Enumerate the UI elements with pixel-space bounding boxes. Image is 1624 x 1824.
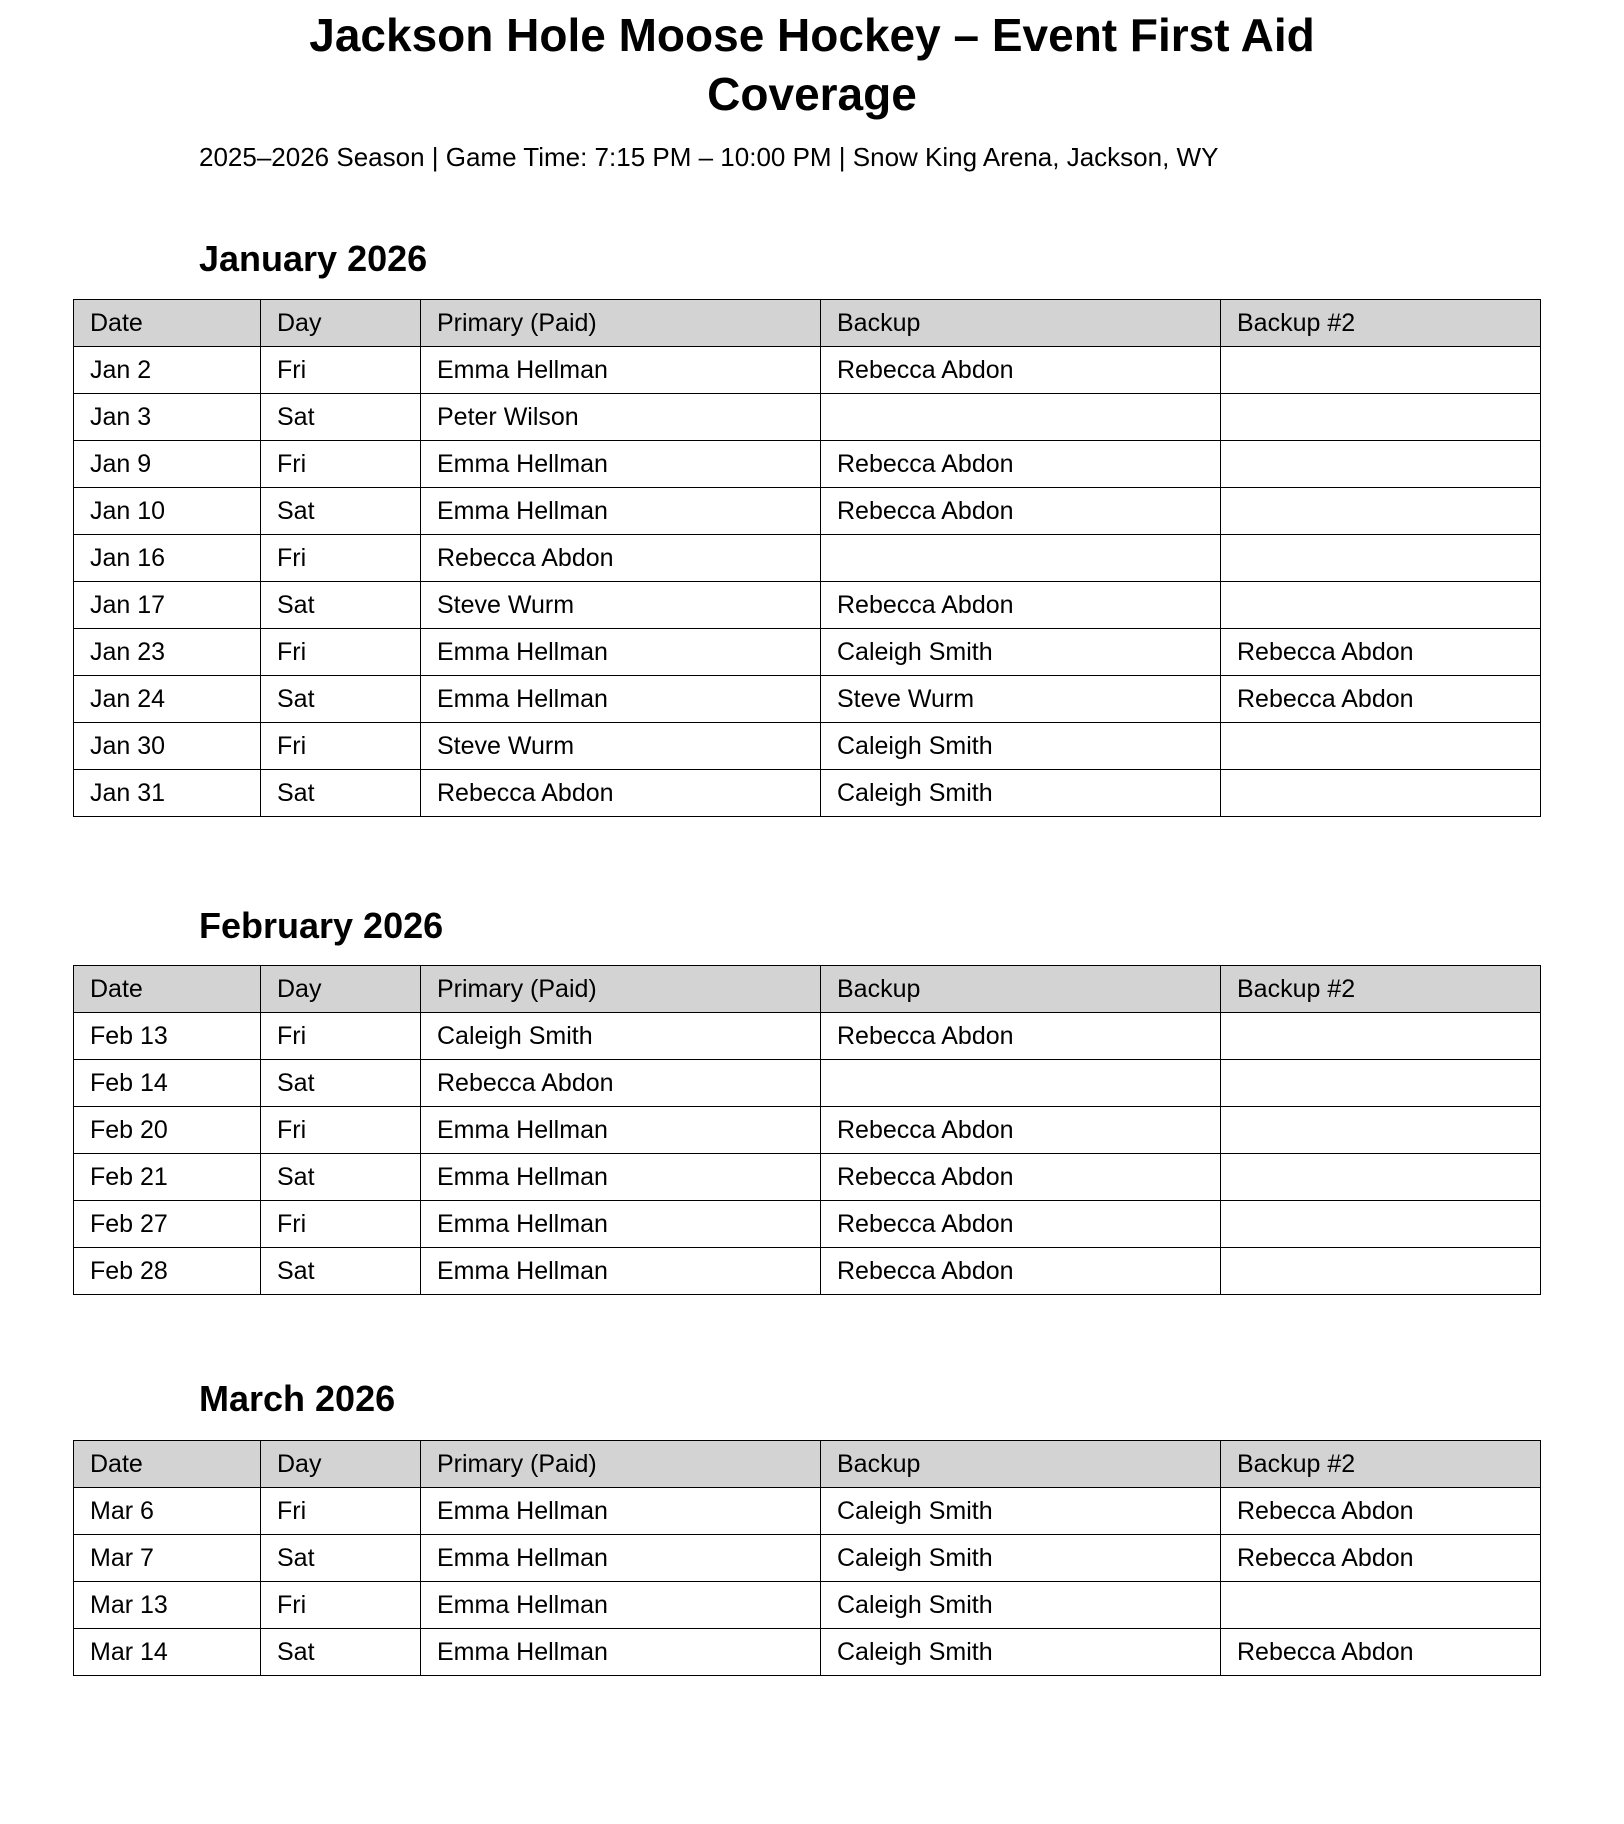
table-cell: Rebecca Abdon: [821, 1201, 1221, 1248]
column-header: Backup #2: [1221, 1441, 1541, 1488]
page-subtitle: 2025–2026 Season | Game Time: 7:15 PM – 10:00 PM | Snow King Arena, Jackson, WY: [199, 142, 1219, 172]
table-cell: [1221, 1201, 1541, 1248]
table-cell: Rebecca Abdon: [821, 1154, 1221, 1201]
table-cell: Fri: [261, 441, 421, 488]
table-cell: [1221, 488, 1541, 535]
month-heading: March 2026: [199, 1378, 396, 1419]
table-row: [74, 394, 1541, 441]
table-cell: [821, 394, 1221, 441]
table-cell: Feb 13: [74, 1013, 261, 1060]
table-row: [74, 1535, 1541, 1582]
month-heading: February 2026: [199, 905, 444, 946]
table-row: [74, 629, 1541, 676]
column-header: Backup #2: [1221, 300, 1541, 347]
table-cell: Jan 2: [74, 347, 261, 394]
table-cell: Rebecca Abdon: [821, 1107, 1221, 1154]
table-row: [74, 441, 1541, 488]
table-cell: Sat: [261, 1535, 421, 1582]
table-cell: [1221, 1013, 1541, 1060]
table-cell: Jan 31: [74, 770, 261, 817]
table-cell: Rebecca Abdon: [1221, 629, 1541, 676]
table-row: [74, 1060, 1541, 1107]
table-cell: Fri: [261, 1013, 421, 1060]
column-header: Backup: [821, 300, 1221, 347]
table-row: [74, 347, 1541, 394]
table-cell: [821, 535, 1221, 582]
table-cell: Caleigh Smith: [821, 1535, 1221, 1582]
table-cell: [1221, 347, 1541, 394]
table-cell: [1221, 582, 1541, 629]
table-cell: Feb 21: [74, 1154, 261, 1201]
table-cell: Jan 16: [74, 535, 261, 582]
table-cell: Emma Hellman: [421, 1107, 821, 1154]
table-cell: Rebecca Abdon: [421, 1060, 821, 1107]
table-cell: Jan 30: [74, 723, 261, 770]
table-cell: Fri: [261, 1582, 421, 1629]
table-cell: Sat: [261, 488, 421, 535]
table-cell: [1221, 535, 1541, 582]
table-cell: Fri: [261, 629, 421, 676]
table-cell: Caleigh Smith: [821, 1582, 1221, 1629]
table-cell: Rebecca Abdon: [1221, 676, 1541, 723]
table-cell: Rebecca Abdon: [421, 535, 821, 582]
table-cell: Emma Hellman: [421, 1488, 821, 1535]
table-cell: Sat: [261, 1629, 421, 1676]
table-row: [74, 676, 1541, 723]
table-cell: Sat: [261, 1248, 421, 1295]
table-cell: Fri: [261, 535, 421, 582]
table-cell: Emma Hellman: [421, 1582, 821, 1629]
schedule-table: [73, 299, 1541, 817]
table-cell: Jan 23: [74, 629, 261, 676]
table-cell: Mar 6: [74, 1488, 261, 1535]
column-header: Backup #2: [1221, 966, 1541, 1013]
table-header-row: [74, 966, 1541, 1013]
table-cell: Rebecca Abdon: [821, 441, 1221, 488]
table-row: [74, 488, 1541, 535]
table-cell: Emma Hellman: [421, 1154, 821, 1201]
table-row: [74, 723, 1541, 770]
table-cell: Emma Hellman: [421, 629, 821, 676]
table-cell: Fri: [261, 1201, 421, 1248]
table-cell: Fri: [261, 723, 421, 770]
table-cell: Jan 3: [74, 394, 261, 441]
table-cell: Caleigh Smith: [821, 1488, 1221, 1535]
table-row: [74, 1013, 1541, 1060]
column-header: Date: [74, 1441, 261, 1488]
table-cell: Emma Hellman: [421, 1535, 821, 1582]
table-cell: Feb 14: [74, 1060, 261, 1107]
table-cell: Steve Wurm: [421, 582, 821, 629]
table-cell: Rebecca Abdon: [1221, 1488, 1541, 1535]
table-cell: [1221, 1582, 1541, 1629]
table-cell: [821, 1060, 1221, 1107]
table-cell: Emma Hellman: [421, 1629, 821, 1676]
column-header: Day: [261, 300, 421, 347]
schedule-table: [73, 1440, 1541, 1676]
column-header: Day: [261, 966, 421, 1013]
table-cell: Rebecca Abdon: [821, 1013, 1221, 1060]
table-cell: [1221, 770, 1541, 817]
table-row: [74, 1248, 1541, 1295]
table-cell: Mar 7: [74, 1535, 261, 1582]
table-row: [74, 1488, 1541, 1535]
table-cell: Rebecca Abdon: [821, 347, 1221, 394]
column-header: Day: [261, 1441, 421, 1488]
table-cell: [1221, 394, 1541, 441]
table-row: [74, 770, 1541, 817]
table-cell: Caleigh Smith: [821, 1629, 1221, 1676]
column-header: Primary (Paid): [421, 1441, 821, 1488]
table-cell: Fri: [261, 1107, 421, 1154]
table-cell: Feb 28: [74, 1248, 261, 1295]
table-cell: Feb 27: [74, 1201, 261, 1248]
column-header: Primary (Paid): [421, 300, 821, 347]
table-cell: Rebecca Abdon: [1221, 1535, 1541, 1582]
column-header: Date: [74, 300, 261, 347]
table-cell: Emma Hellman: [421, 1248, 821, 1295]
column-header: Backup: [821, 966, 1221, 1013]
table-cell: Caleigh Smith: [421, 1013, 821, 1060]
table-cell: Caleigh Smith: [821, 723, 1221, 770]
table-row: [74, 1629, 1541, 1676]
table-cell: Emma Hellman: [421, 488, 821, 535]
table-cell: Jan 9: [74, 441, 261, 488]
table-cell: Sat: [261, 1060, 421, 1107]
table-cell: [1221, 1060, 1541, 1107]
column-header: Primary (Paid): [421, 966, 821, 1013]
table-row: [74, 1107, 1541, 1154]
table-cell: Fri: [261, 1488, 421, 1535]
table-cell: Rebecca Abdon: [821, 582, 1221, 629]
table-cell: Caleigh Smith: [821, 629, 1221, 676]
table-cell: Rebecca Abdon: [1221, 1629, 1541, 1676]
table-cell: [1221, 1107, 1541, 1154]
table-cell: Rebecca Abdon: [421, 770, 821, 817]
table-cell: Emma Hellman: [421, 347, 821, 394]
page-title: Jackson Hole Moose Hockey – Event First Aid Coverage: [309, 9, 1315, 120]
table-cell: [1221, 1248, 1541, 1295]
table-cell: Steve Wurm: [421, 723, 821, 770]
table-cell: Emma Hellman: [421, 1201, 821, 1248]
table-cell: Peter Wilson: [421, 394, 821, 441]
table-cell: Fri: [261, 347, 421, 394]
table-cell: Rebecca Abdon: [821, 1248, 1221, 1295]
table-cell: Emma Hellman: [421, 441, 821, 488]
table-cell: Jan 17: [74, 582, 261, 629]
table-cell: Sat: [261, 770, 421, 817]
table-cell: [1221, 1154, 1541, 1201]
table-cell: Emma Hellman: [421, 676, 821, 723]
table-cell: [1221, 441, 1541, 488]
table-header-row: [74, 300, 1541, 347]
table-cell: Feb 20: [74, 1107, 261, 1154]
table-cell: Rebecca Abdon: [821, 488, 1221, 535]
column-header: Backup: [821, 1441, 1221, 1488]
table-cell: Mar 14: [74, 1629, 261, 1676]
table-cell: Jan 10: [74, 488, 261, 535]
column-header: Date: [74, 966, 261, 1013]
table-cell: [1221, 723, 1541, 770]
table-cell: Sat: [261, 582, 421, 629]
table-row: [74, 1201, 1541, 1248]
table-row: [74, 582, 1541, 629]
table-cell: Mar 13: [74, 1582, 261, 1629]
table-cell: Steve Wurm: [821, 676, 1221, 723]
table-cell: Sat: [261, 1154, 421, 1201]
schedule-table: [73, 965, 1541, 1295]
table-cell: Sat: [261, 676, 421, 723]
table-row: [74, 535, 1541, 582]
table-cell: Sat: [261, 394, 421, 441]
table-row: [74, 1582, 1541, 1629]
table-cell: Jan 24: [74, 676, 261, 723]
table-header-row: [74, 1441, 1541, 1488]
month-heading: January 2026: [199, 238, 428, 279]
table-row: [74, 1154, 1541, 1201]
table-cell: Caleigh Smith: [821, 770, 1221, 817]
